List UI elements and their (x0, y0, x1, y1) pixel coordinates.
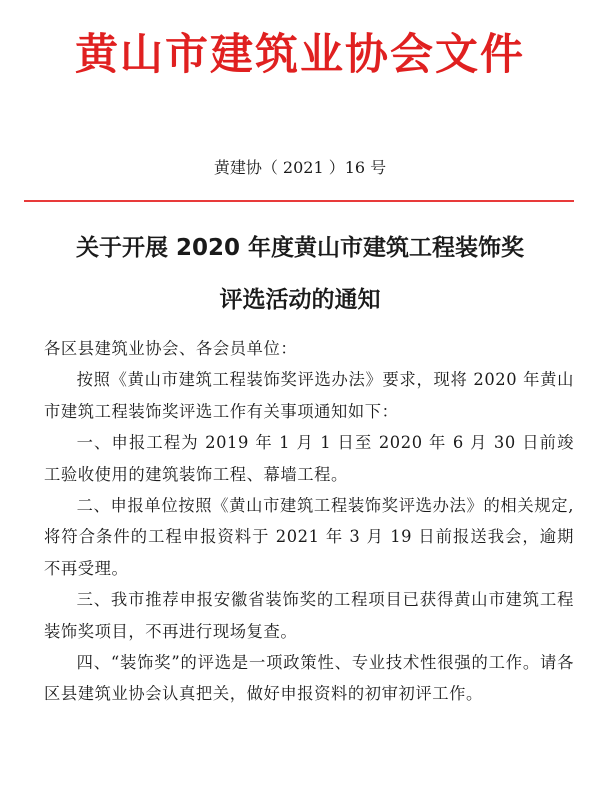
document-number: 黄建协（ 2021 ）16 号 (213, 158, 387, 177)
org-header-title: 黄山市建筑业协会文件 (75, 30, 525, 80)
notice-title-line-1: 关于开展 2020 年度黄山市建筑工程装饰奖 (75, 235, 525, 261)
notice-body (44, 333, 574, 710)
paragraph-item-1: 一、申报工程为 2019 年 1 月 1 日至 2020 年 6 月 30 日前竣工验收使用的建筑装饰工程、幕墙工程。 (44, 433, 574, 484)
notice-title-line-2: 评选活动的通知 (219, 287, 381, 313)
red-divider-line (24, 200, 574, 202)
paragraph-item-4: 四、“装饰奖”的评选是一项政策性、专业技术性很强的工作。请各区县建筑业协会认真把关，做好申报资料的初审初评工作。 (44, 653, 574, 704)
paragraph-intro: 按照《黄山市建筑工程装饰奖评选办法》要求，现将 2020 年黄山市建筑工程装饰奖评选工作有关事项通知如下： (44, 370, 574, 421)
salutation: 各区县建筑业协会、各会员单位： (44, 339, 298, 358)
paragraph-item-2: 二、申报单位按照《黄山市建筑工程装饰奖评选办法》的相关规定,将符合条件的工程申报资料于 2021 年 3 月 19 日前报送我会，逾期不再受理。 (44, 496, 574, 578)
paragraph-item-3: 三、我市推荐申报安徽省装饰奖的工程项目已获得黄山市建筑工程装饰奖项目，不再进行现场复查。 (44, 590, 574, 641)
